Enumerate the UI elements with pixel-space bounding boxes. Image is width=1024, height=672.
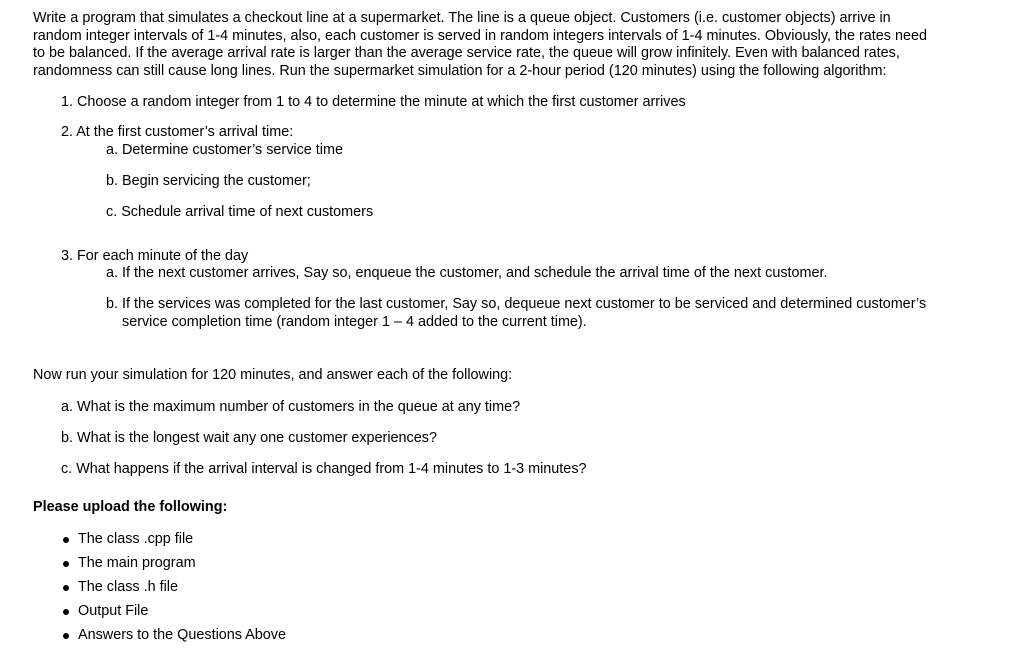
upload-item: The main program xyxy=(78,555,196,571)
algorithm-step-3b-line1: b. If the services was completed for the last customer, Say so, dequeue next customer to be serviced and determined customer’s xyxy=(106,296,927,312)
algorithm-step-2c: c. Schedule arrival time of next customers xyxy=(106,204,374,220)
upload-heading: Please upload the following: xyxy=(33,499,228,515)
upload-item: The class .h file xyxy=(78,579,178,595)
bullet-icon xyxy=(63,561,69,567)
intro-line: randomness can still cause long lines. Run the supermarket simulation for a 2-hour period (120 minutes) using the following algorithm: xyxy=(33,62,887,79)
bullet-icon xyxy=(63,609,69,615)
algorithm-step-2b: b. Begin servicing the customer; xyxy=(106,173,311,189)
question-b: b. What is the longest wait any one customer experiences? xyxy=(61,430,437,446)
intro-paragraph xyxy=(33,10,993,80)
upload-item: Answers to the Questions Above xyxy=(78,627,286,643)
algorithm-step-2: 2. At the first customer’s arrival time: xyxy=(61,124,294,140)
question-c: c. What happens if the arrival interval is changed from 1-4 minutes to 1-3 minutes? xyxy=(61,461,587,477)
algorithm-step-3: 3. For each minute of the day xyxy=(61,248,249,264)
bullet-icon xyxy=(63,585,69,591)
question-a: a. What is the maximum number of customers in the queue at any time? xyxy=(61,399,521,415)
upload-item: Output File xyxy=(78,603,149,619)
bullet-icon xyxy=(63,537,69,543)
questions-intro: Now run your simulation for 120 minutes, and answer each of the following: xyxy=(33,367,513,383)
intro-line: Write a program that simulates a checkout line at a supermarket. The line is a queue object. Customers (i.e. customer objects) arrive in xyxy=(33,10,891,26)
intro-line: random integer intervals of 1-4 minutes, also, each customer is served in random integers intervals of 1-4 minutes. Obviously, the rates need xyxy=(33,27,927,44)
algorithm-step-3b-line2: service completion time (random integer 1 – 4 added to the current time). xyxy=(122,314,587,330)
intro-line: to be balanced. If the average arrival rate is larger than the average service rate, the queue will grow infinitely. Even with balanced rates, xyxy=(33,45,900,61)
algorithm-step-3a: a. If the next customer arrives, Say so, enqueue the customer, and schedule the arrival time of the next customer. xyxy=(106,265,828,281)
bullet-icon xyxy=(63,633,69,639)
algorithm-step-2a: a. Determine customer’s service time xyxy=(106,142,343,158)
upload-item: The class .cpp file xyxy=(78,531,194,547)
algorithm-step-1: 1. Choose a random integer from 1 to 4 to determine the minute at which the first customer arrives xyxy=(61,94,686,110)
